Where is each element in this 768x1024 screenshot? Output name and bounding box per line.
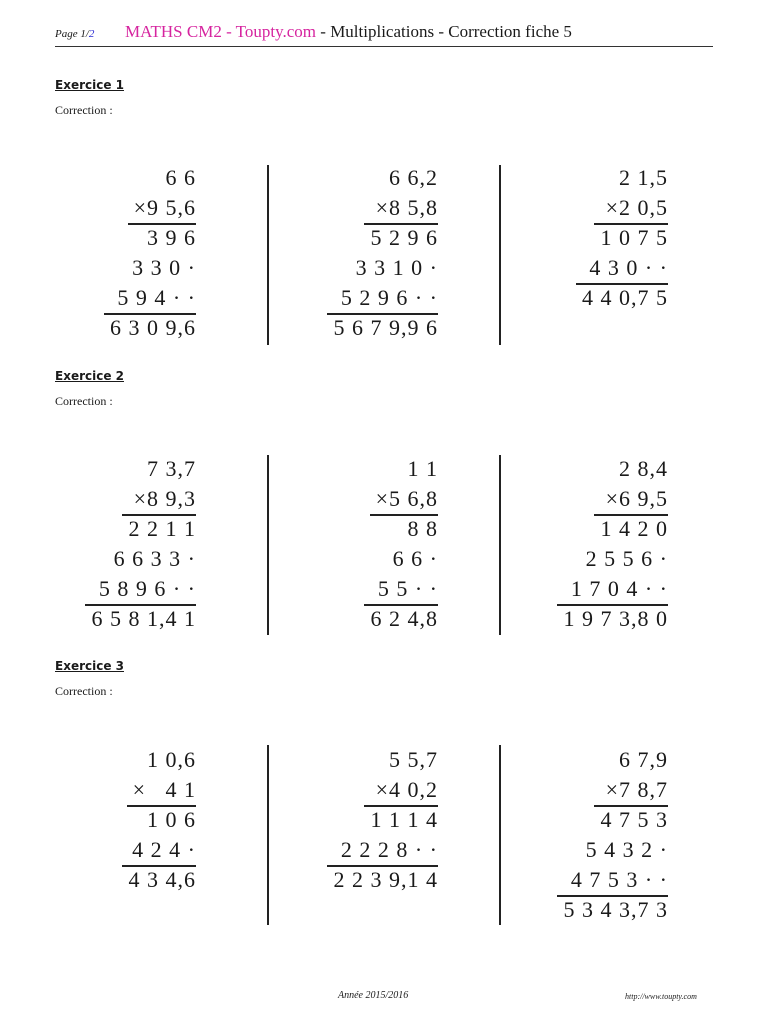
operation-line (122, 514, 196, 516)
multiplicand (428, 163, 668, 193)
product (198, 604, 438, 634)
multiplication (198, 163, 438, 343)
product (428, 604, 668, 634)
multiplication (0, 454, 196, 634)
digits: 2 2 2 8 · · (340, 837, 438, 862)
multiplication (198, 745, 438, 895)
operation-line (104, 313, 196, 315)
multiplicand (198, 163, 438, 193)
partial-product (0, 574, 196, 604)
partial-product (198, 805, 438, 835)
multiplier (428, 775, 668, 805)
partial-product (198, 514, 438, 544)
digits: 5 5,7 (389, 747, 438, 772)
partial-product (0, 544, 196, 574)
multiplication (428, 745, 668, 925)
digits: 2 8,4 (619, 456, 668, 481)
digits: 1 1 (407, 456, 438, 481)
digits: 2 2 1 1 (128, 516, 196, 541)
digits: 1 0,6 (147, 747, 196, 772)
digits: ×8 9,3 (133, 486, 196, 511)
digits: 1 9 7 3,8 0 (563, 606, 668, 631)
digits: 5 8 9 6 · · (98, 576, 196, 601)
partial-product (0, 835, 196, 865)
multiplicand (428, 745, 668, 775)
digits: 5 6 7 9,9 6 (333, 315, 438, 340)
multiplication (198, 454, 438, 634)
product (0, 865, 196, 895)
operation-line (85, 604, 196, 606)
digits: 5 2 9 6 · · (340, 285, 438, 310)
digits: 2 1,5 (619, 165, 668, 190)
operation-line (364, 805, 438, 807)
footer-url[interactable]: http://www.toupty.com (625, 992, 697, 1001)
multiplier (428, 193, 668, 223)
exercise-subtitle: Correction : (55, 684, 113, 698)
exercise-title: Exercice 3 (55, 659, 124, 673)
partial-product (428, 223, 668, 253)
digits: 4 7 5 3 · · (570, 867, 668, 892)
operation-line (122, 865, 196, 867)
product (0, 313, 196, 343)
digits: 3 9 6 (147, 225, 196, 250)
digits: ×9 5,6 (133, 195, 196, 220)
digits: 6 3 0 9,6 (110, 315, 196, 340)
partial-product (198, 835, 438, 865)
partial-product (198, 253, 438, 283)
digits: 5 9 4 · · (117, 285, 196, 310)
digits: 5 4 3 2 · (585, 837, 668, 862)
partial-product (198, 544, 438, 574)
multiplication (428, 454, 668, 634)
exercise-title: Exercice 1 (55, 78, 124, 92)
digits: 8 8 (407, 516, 438, 541)
digits: ×8 5,8 (375, 195, 438, 220)
digits: 6 6 · (392, 546, 438, 571)
multiplicand (198, 454, 438, 484)
multiplier (198, 193, 438, 223)
partial-product (428, 253, 668, 283)
multiplication (0, 745, 196, 895)
digits: ×7 8,7 (605, 777, 668, 802)
digits: 5 3 4 3,7 3 (563, 897, 668, 922)
multiplicand (428, 454, 668, 484)
partial-product (428, 805, 668, 835)
digits: 4 3 4,6 (128, 867, 196, 892)
operation-line (128, 223, 196, 225)
operation-line (557, 895, 668, 897)
digits: ×6 9,5 (605, 486, 668, 511)
page-header (55, 22, 713, 47)
operation-line (594, 805, 668, 807)
brand-link[interactable]: MATHS CM2 - Toupty.com (125, 22, 317, 41)
multiplier (0, 775, 196, 805)
multiplication (428, 163, 668, 313)
footer-year: Année 2015/2016 (338, 990, 409, 1001)
partial-product (198, 283, 438, 313)
digits: 6 5 8 1,4 1 (91, 606, 196, 631)
multiplicand (0, 163, 196, 193)
digits: ×5 6,8 (375, 486, 438, 511)
digits: 1 0 6 (147, 807, 196, 832)
digits: 6 6 (165, 165, 196, 190)
digits: 1 1 1 4 (370, 807, 438, 832)
partial-product (0, 283, 196, 313)
digits: ×2 0,5 (605, 195, 668, 220)
exercise-subtitle: Correction : (55, 103, 113, 117)
digits: 5 5 · · (377, 576, 438, 601)
exercise-subtitle: Correction : (55, 394, 113, 408)
digits: 4 2 4 · (132, 837, 196, 862)
partial-product (428, 544, 668, 574)
partial-product (0, 805, 196, 835)
operation-line (327, 313, 438, 315)
multiplication (0, 163, 196, 343)
page-number: Page 1/2 (55, 28, 95, 40)
digits: 5 2 9 6 (370, 225, 438, 250)
page-title: MATHS CM2 - Toupty.com - Multiplications - Correction fiche 5 (125, 22, 572, 41)
product (198, 865, 438, 895)
product (0, 604, 196, 634)
partial-product (198, 223, 438, 253)
digits: 3 3 1 0 · (355, 255, 438, 280)
operation-line (576, 283, 668, 285)
multiplier (198, 775, 438, 805)
partial-product (0, 514, 196, 544)
exercise-title: Exercice 2 (55, 369, 124, 383)
operation-line (364, 223, 438, 225)
operation-line (594, 223, 668, 225)
digits: 6 6 3 3 · (113, 546, 196, 571)
digits: 4 3 0 · · (589, 255, 668, 280)
partial-product (428, 514, 668, 544)
operation-line (327, 865, 438, 867)
operation-line (364, 604, 438, 606)
digits: 4 7 5 3 (600, 807, 668, 832)
multiplier (0, 193, 196, 223)
digits: ×4 0,2 (375, 777, 438, 802)
digits: 6 6,2 (389, 165, 438, 190)
digits: 1 7 0 4 · · (570, 576, 668, 601)
operation-line (594, 514, 668, 516)
multiplier (198, 484, 438, 514)
partial-product (0, 223, 196, 253)
partial-product (428, 865, 668, 895)
digits: 2 2 3 9,1 4 (333, 867, 438, 892)
digits: × 4 1 (132, 777, 196, 802)
digits: 1 0 7 5 (600, 225, 668, 250)
partial-product (0, 253, 196, 283)
multiplier (0, 484, 196, 514)
multiplicand (0, 454, 196, 484)
operation-line (557, 604, 668, 606)
partial-product (428, 574, 668, 604)
digits: 4 4 0,7 5 (582, 285, 668, 310)
product (428, 283, 668, 313)
digits: 6 7,9 (619, 747, 668, 772)
product (198, 313, 438, 343)
digits: 3 3 0 · (132, 255, 196, 280)
digits: 1 4 2 0 (600, 516, 668, 541)
multiplier (428, 484, 668, 514)
operation-line (127, 805, 196, 807)
partial-product (428, 835, 668, 865)
product (428, 895, 668, 925)
partial-product (198, 574, 438, 604)
digits: 2 5 5 6 · (585, 546, 668, 571)
digits: 7 3,7 (147, 456, 196, 481)
multiplicand (198, 745, 438, 775)
multiplicand (0, 745, 196, 775)
digits: 6 2 4,8 (370, 606, 438, 631)
